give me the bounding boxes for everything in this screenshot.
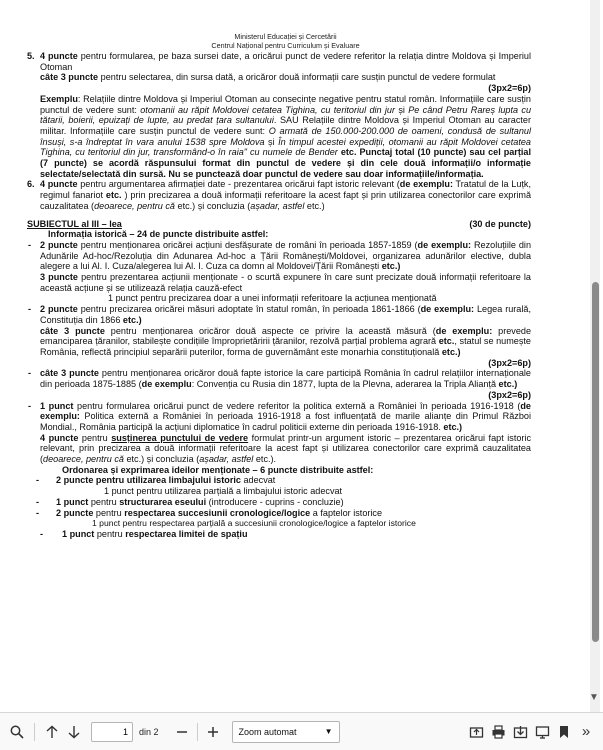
points-label: câte 3 puncte [40,368,99,379]
example-label: Exemplu [40,93,78,104]
conclusion-words: așadar, astfel [199,454,254,465]
points-label: 4 puncte [40,432,79,443]
text: Rezoluțiile din Adunările Ad-hoc/Rezoluția din Adunarea Ad-hoc a Țării Românești/Moldovei, organizarea adunărilor elective, dubla alegere a lui Al. I. Cuza/alegerea lui Al. I. Cuza ca domn al Moldovei/Țării Românești [40,239,532,272]
points-label: câte 3 puncte [40,325,105,336]
bullet-1 [28,239,532,304]
points-label: 2 puncte [56,507,94,518]
etc: etc.) [498,379,518,390]
points-label: 2 puncte [40,304,78,315]
bullet-dash: - [36,507,40,518]
item-5 [27,51,531,179]
paragraph [40,272,531,293]
zoom-in-plus-icon[interactable] [202,721,224,743]
sub-point: 1 punct pentru precizarea doar a unei informații referitoare la acțiunea menționată [108,293,437,304]
text: : Convenția cu Rusia din 1877, lupta de la Plevna, aderarea la Tripla Alianță [191,379,499,390]
underlined-term: susținerea punctului de vedere [111,432,249,443]
paragraph [48,475,531,486]
text: : Relațiile dintre Moldova și Imperiul Otoman au consecințe negative pentru statul român. Informațiile care susțin punctul de vedere sunt: [40,93,531,115]
vertical-scrollbar[interactable] [565,0,603,712]
etc: etc.) [443,421,463,432]
previous-page-arrow-icon[interactable] [41,721,63,743]
points-label: câte 3 puncte [40,72,99,83]
quote: Pe când Petru Rareș lupta cu tătarii, boierii, epuizați de lupte, au predat țara sultanului [40,104,531,126]
paragraph [48,497,531,508]
separator [197,723,198,741]
order-item-1 [36,475,531,497]
paragraph [40,240,531,272]
points-label: 4 puncte [40,179,78,190]
text: (introducere - cuprins - concluzie) [206,496,344,507]
text: formulat printr-un argument istoric – prezentarea oricărui fapt istoric relevant, prin precizarea a două informații referitoare la acest fapt și utilizarea conectorilor care exprimă cauzalitatea ( [40,432,531,465]
text: Ordonarea și exprimarea ideilor menționate – 6 puncte distribuite astfel: [62,464,374,475]
item-number: 5. [27,51,35,61]
order-item-2 [36,496,531,508]
score-row [40,390,531,401]
criterion: structurarea eseului [119,496,207,507]
bullet-dash: - [28,368,32,379]
paragraph [40,304,531,325]
points-label: 4 puncte [40,51,78,61]
order-item-4 [40,529,531,540]
header-center: Centrul Național pentru Curriculum și Evaluare [211,41,360,50]
open-file-icon[interactable] [465,721,487,743]
criterion: respectarea limitei de spațiu [125,528,248,539]
text: , statul se numește România, reflectă principiul separării puterilor, forma de guvernământ este monarhia constituțională [40,336,531,357]
text: Informația istorică – 24 de puncte distribuite astfel: [48,229,269,240]
conclusion-words: așadar, astfel [250,200,305,211]
zoom-select[interactable] [232,721,340,743]
text: pentru formularea oricărui punct de vedere referitor la politica externă a României în perioada 1916-1918 ( [73,400,521,411]
text: pentru menționarea oricăror două fapte istorice la care participă România în cadrul relațiilor internaționale din perioada 1875-1885 ( [40,368,531,390]
text: și [264,136,279,147]
page-number-input[interactable] [91,722,133,742]
score: (3px2=6p) [488,389,531,400]
connectors: deoarece, pentru că [94,200,175,211]
scoring-note: etc. Punctaj total (10 puncte) sau cel parțial (7 puncte) se acordă răspunsului format din punctul de vedere și din cele două informații/o informație selectate/selectată din sursă. Nu se punctează doar punctul de vedere sau doar informațiile/informația. [40,147,531,179]
paragraph [40,401,531,433]
present-icon[interactable] [531,721,553,743]
text: pentru [94,528,126,539]
text: pentru [78,432,112,443]
points-label: 1 punct [40,400,74,411]
etc: etc.) [441,346,461,357]
document-body [27,51,532,540]
paragraph [40,326,531,358]
document-header [40,32,531,50]
info-title [40,229,531,240]
example-label: de exemplu: [435,325,493,336]
points-label: 3 puncte [40,272,78,283]
text: pentru [93,507,125,518]
score-row [40,358,531,369]
subject-title: SUBIECTUL al III – lea [27,218,122,229]
subject-points: (30 de puncte) [469,218,531,229]
text: pentru formularea, pe baza sursei date, a oricărui punct de vedere referitor la relația dintre Moldova și Imperiul Otoman [40,51,531,72]
bullet-dash: - [36,496,40,507]
example-label: de exemplu: [40,400,531,422]
bullet-dash: - [28,400,32,411]
paragraph [40,368,531,389]
scrollbar-thumb[interactable] [592,282,599,642]
etc: etc. [105,190,122,201]
item-number: 6. [27,179,35,190]
order-item-3 [36,507,531,529]
text: pentru argumentarea afirmației date - prezentarea oricărui fapt istoric relevant ( [77,179,400,190]
text: pentru menționarea oricărei acțiuni desfășurate de români în perioada 1857-1859 ( [77,239,418,250]
etc: etc. [438,336,455,347]
paragraph [48,529,531,540]
more-tools-chevron-icon[interactable]: » [581,723,591,740]
points-label: 2 puncte [40,239,78,250]
example-paragraph [40,94,531,180]
points-label: 1 punct [56,496,89,507]
connectors: deoarece, pentru că [43,454,124,465]
etc: etc.) [381,261,401,272]
text: etc.). [253,454,277,465]
page-count: din 2 [139,726,159,737]
subject-heading [27,219,531,230]
text: . SAU Relațiile dintre Moldova și Imperiul Otoman au caracter militar. Informațiile care susțin punctul de vedere sunt: [40,115,531,136]
item-6 [27,179,532,211]
text: etc.) și concluzia ( [123,454,200,465]
example-label: de exemplu: [399,179,454,190]
score: (3px2=6p) [488,83,531,94]
zoom-out-minus-icon[interactable] [171,721,193,743]
text: ) prin precizarea a două informații referitoare la acest fapt și prin utilizarea conectorilor care exprimă cauzalitatea ( [40,190,532,211]
text: etc.) și concluzia ( [174,200,251,211]
text: prevede emanciparea țăranilor, stabilește condițiile împroprietăririi țăranilor, rezolvă parțial problema agrară [40,325,532,347]
bullet-dash: - [40,528,44,539]
text: adecvat [240,475,276,486]
points-label: 1 punct [62,528,95,539]
quote: În timpul acestei expediții, otomanii au răpit Moldovei cetatea Tighina, cu teritoriul din jur, transformând-o în raia" cu numele de Bender [40,136,531,158]
example-label: de exemplu [141,379,192,390]
paragraph [40,433,531,465]
scroll-down-arrow-icon[interactable]: ▼ [589,692,599,703]
next-page-arrow-icon[interactable] [63,721,85,743]
text: Legea rurală, Constituția din 1866 [40,304,531,325]
paragraph [40,72,531,83]
score-row [40,83,531,94]
text: pentru menționarea oricăror două aspecte ce privire la această măsură ( [104,325,436,336]
text: pentru precizarea oricărei măsuri adoptate în statul român, în perioada 1861-1866 ( [77,304,421,315]
search-icon[interactable] [6,721,28,743]
criterion: respectarea succesiunii cronologice/logice [124,507,311,518]
zoom-select-value: Zoom automat [238,726,297,737]
points-label: 2 puncte pentru utilizarea limbajului istoric [56,475,241,486]
example-label: de exemplu: [420,304,475,315]
chevron-down-icon: ▼ [324,727,333,736]
text: Politica externă a României în perioada 1916-1918 a fost influențată de marile alianțe din Primul Război Mondial., România participă la acțiuni diplomatice în cadrul politicii externe din perioada 1916-1918. [40,411,531,432]
text: pentru prezentarea acțiunii menționate - o scurtă expunere în care sunt precizate două informații referitoare la această acțiune și se utilizează relația cauză-efect [40,272,531,293]
sub-point: 1 punct pentru respectarea parțială a succesiunii cronologice/logice a faptelor istorice [92,518,416,529]
pdf-toolbar [0,712,603,750]
paragraph [40,51,531,72]
bullet-dash: - [28,239,32,250]
text: a faptelor istorice [310,507,383,518]
text: și [395,104,409,115]
score: (3px2=6p) [488,357,531,368]
sub-point: 1 punct pentru utilizarea parțială a limbajului istoric adecvat [104,486,343,497]
text: etc.) [304,200,325,211]
bullet-3 [28,368,531,400]
bullet-dash: - [36,475,40,486]
order-title [40,465,531,476]
save-download-icon[interactable] [509,721,531,743]
paragraph [40,179,531,211]
bullet-4 [28,400,531,465]
text: pentru selectarea, din sursa dată, a oricăror două informații care susțin punctul de vedere formulat [98,72,496,83]
text: pentru [88,496,120,507]
text: Tratatul de la Luțk, regimul fanariot [40,179,531,201]
separator [34,723,35,741]
print-icon[interactable] [487,721,509,743]
quote: otomanii au răpit Moldovei cetatea Tighina, cu teritoriul din jur [140,104,396,115]
paragraph [48,508,531,519]
quote: O armată de 150.000-200.000 de oameni, condusă de sultanul însuși, s-a îndreptat în vara anului 1538 spre Moldova [40,125,531,147]
etc: etc.) [122,314,142,325]
header-ministry: Ministerul Educației și Cercetării [234,32,337,41]
bullet-dash: - [28,304,32,315]
bookmark-icon[interactable] [553,721,575,743]
example-label: de exemplu: [417,239,472,250]
bullet-2 [28,304,532,368]
